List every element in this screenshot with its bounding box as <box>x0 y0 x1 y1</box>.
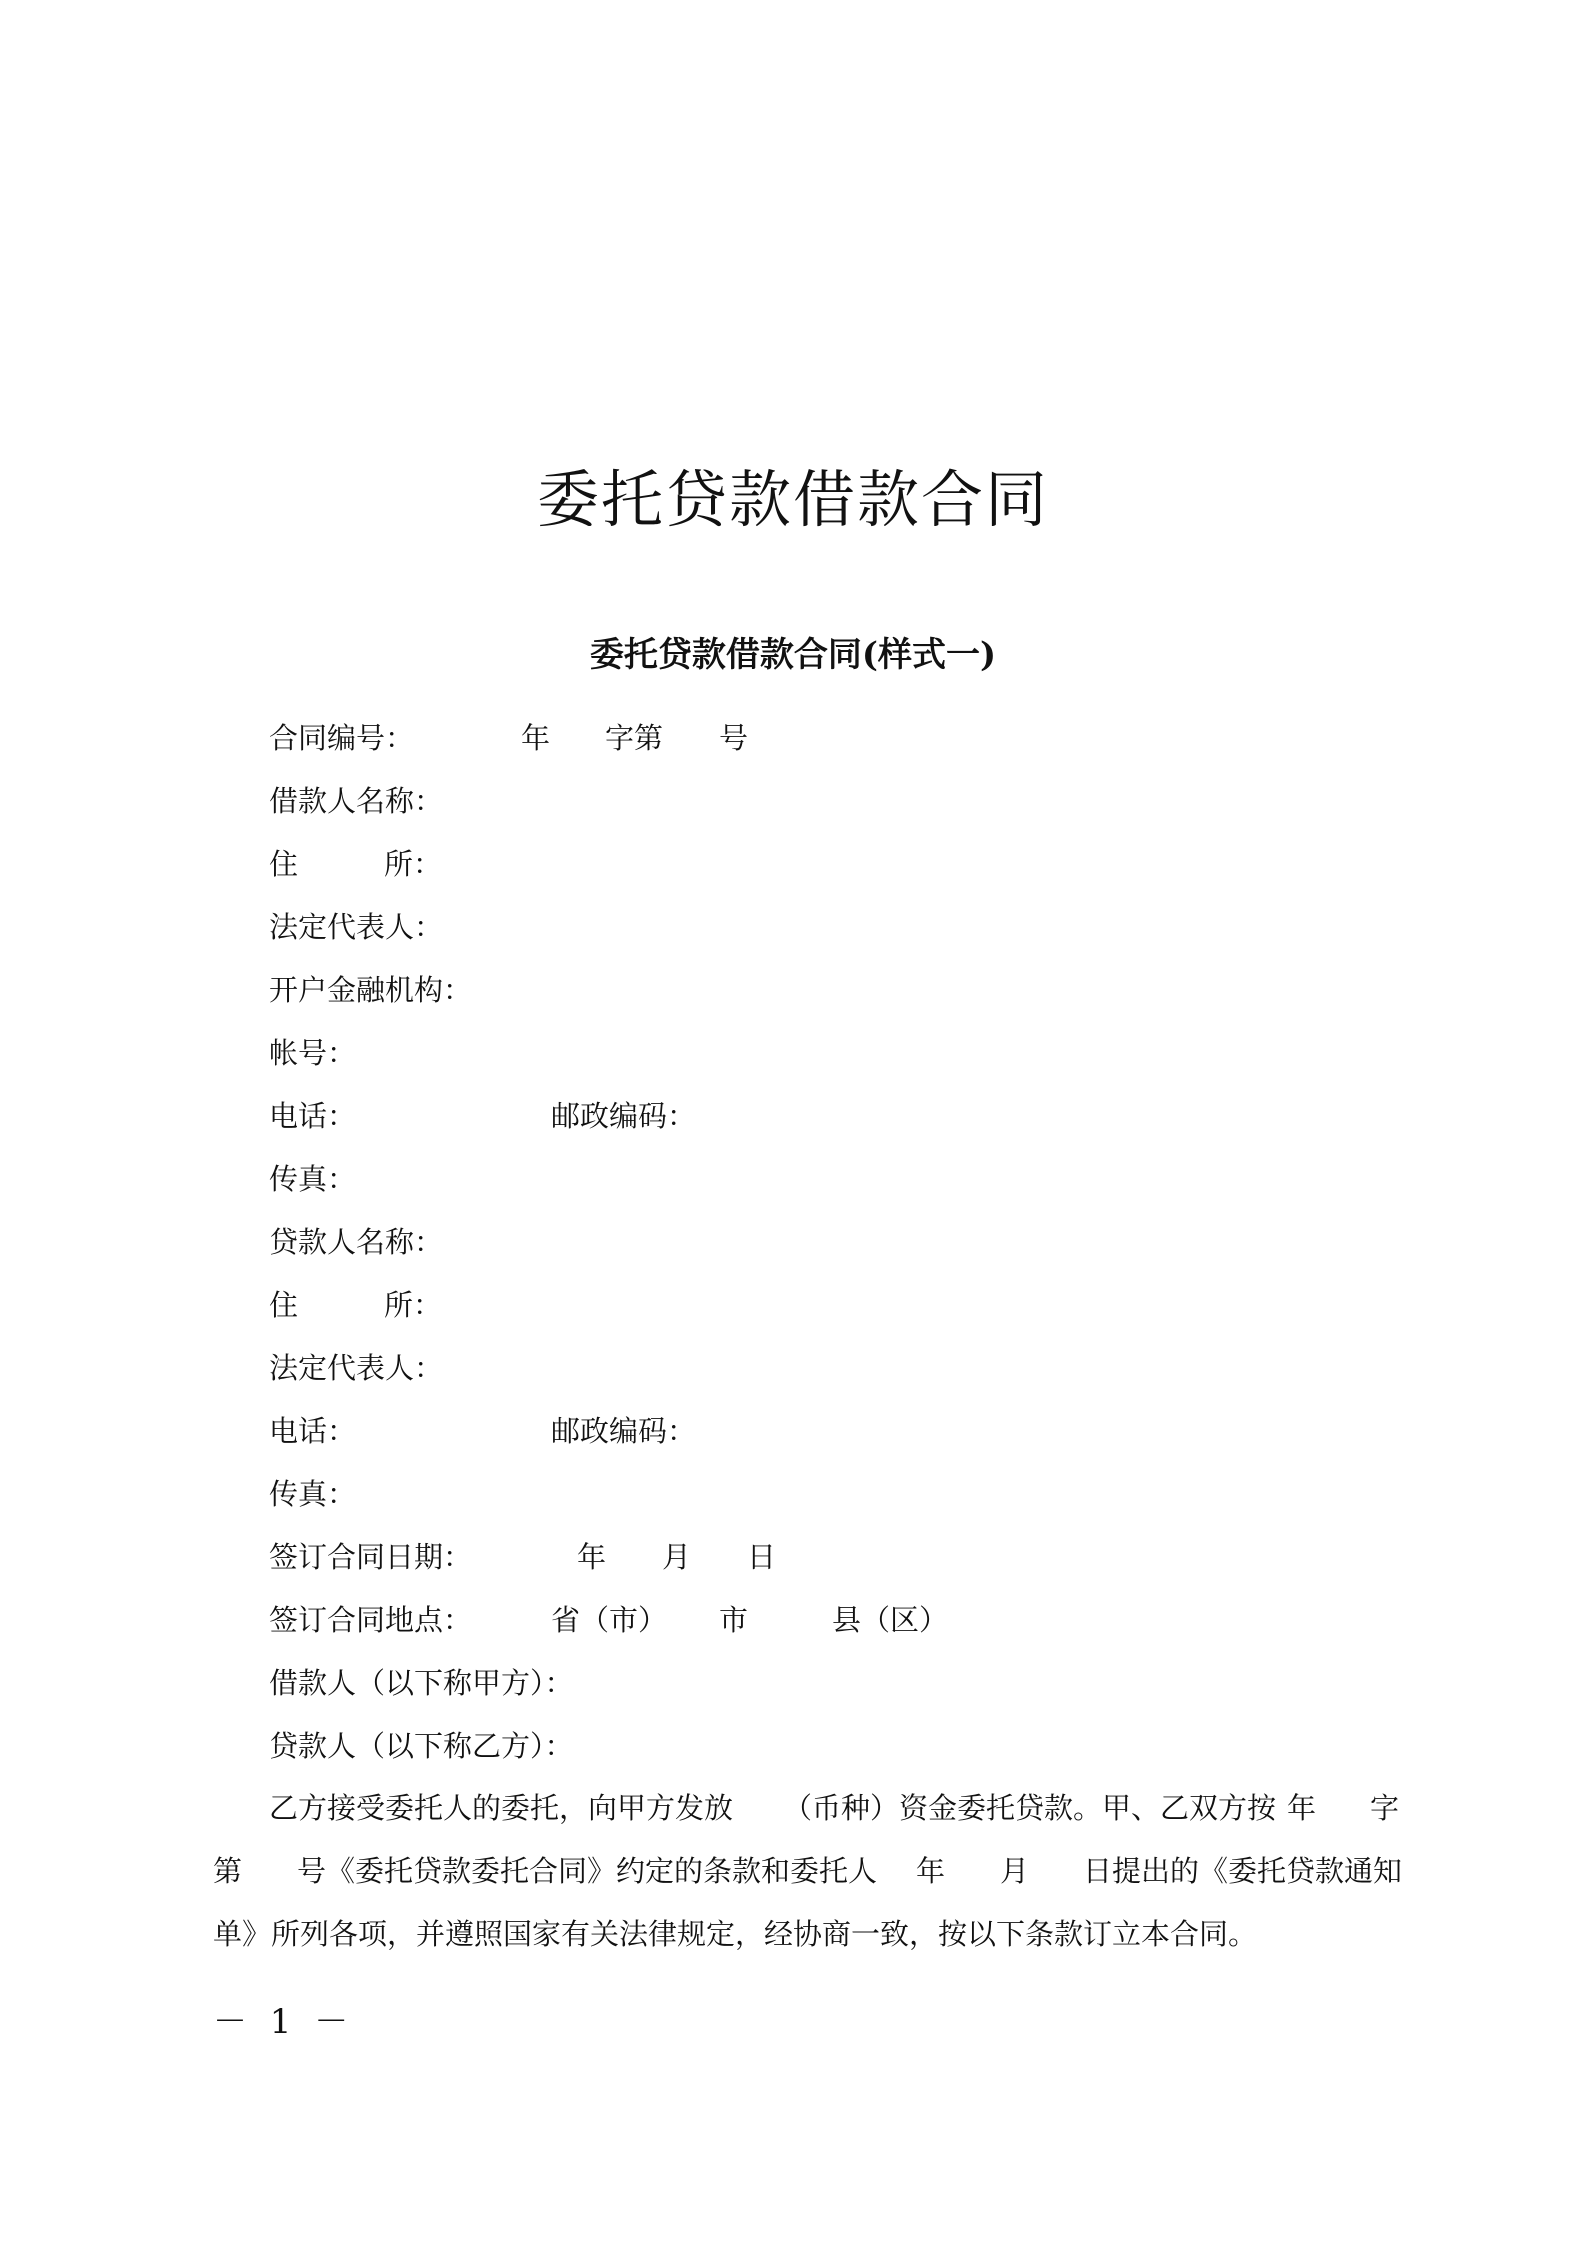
contract-number-label: 合同编号： <box>269 721 415 755</box>
borrower-address-b: 所： <box>384 847 443 881</box>
sign-place-province: 省（市） <box>551 1603 668 1637</box>
document-title: 委托贷款借款合同 <box>536 463 1049 536</box>
sign-date-year: 年 <box>577 1540 607 1574</box>
body-line-1-a: 乙方接受委托人的委托，向甲方发放 <box>269 1791 734 1825</box>
contract-number-year: 年 <box>521 721 551 755</box>
body-line-3-text: 单》所列各项，并遵照国家有关法律规定，经协商一致，按以下条款订立本合同。 <box>213 1917 1258 1951</box>
body-line-1-c: 年 <box>1287 1791 1317 1825</box>
sign-place-label: 签订合同地点： <box>269 1603 473 1637</box>
phone-label: 电话： <box>269 1414 357 1448</box>
sign-date-day: 日 <box>747 1540 777 1574</box>
contract-number-hao: 号 <box>719 721 749 755</box>
contract-number-zi: 字第 <box>605 721 664 755</box>
body-line-3 <box>213 1914 1400 1954</box>
body-line-2-c: 年 <box>916 1854 946 1888</box>
sign-date-label: 签订合同日期： <box>269 1540 473 1574</box>
body-line-1 <box>213 1788 1400 1828</box>
body-line-1-b: （币种）资金委托贷款。甲、乙双方按 <box>783 1791 1277 1825</box>
page-number: － 1 － <box>213 2002 355 2042</box>
sign-place-county: 县（区） <box>832 1603 949 1637</box>
body-line-2-b: 号《委托贷款委托合同》约定的条款和委托人 <box>297 1854 878 1888</box>
sign-place-city: 市 <box>719 1603 749 1637</box>
borrower-address-a: 住 <box>269 847 299 881</box>
postal-code-label: 邮政编码： <box>551 1414 697 1448</box>
document-subtitle: 委托贷款借款合同(样式一) <box>589 635 997 675</box>
body-line-1-d: 字 <box>1370 1791 1400 1825</box>
body-line-2-e: 日提出的《委托贷款通知 <box>1083 1854 1403 1888</box>
phone-label: 电话： <box>269 1099 357 1133</box>
body-line-2-d: 月 <box>1000 1854 1030 1888</box>
sign-date-month: 月 <box>662 1540 692 1574</box>
body-line-2 <box>213 1851 1403 1891</box>
body-paragraph <box>213 1788 1403 1951</box>
lender-address-b: 所： <box>384 1288 443 1322</box>
postal-code-label: 邮政编码： <box>551 1099 697 1133</box>
lender-address-a: 住 <box>269 1288 299 1322</box>
body-line-2-a: 第 <box>213 1854 243 1888</box>
